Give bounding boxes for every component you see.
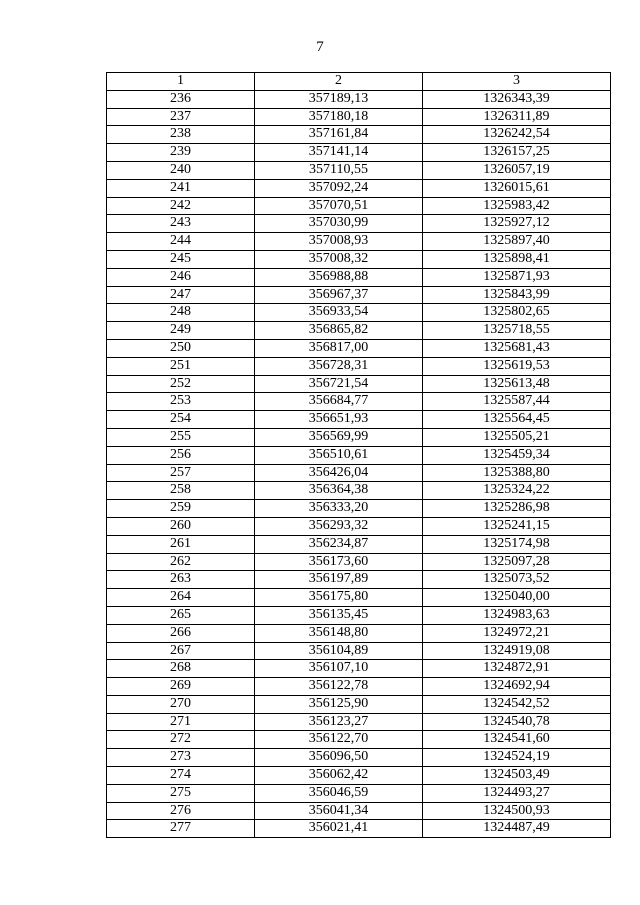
x-coordinate-cell: 356988,88 [255,268,423,286]
x-coordinate-cell: 356817,00 [255,339,423,357]
point-number-cell: 261 [107,535,255,553]
x-coordinate-cell: 356728,31 [255,357,423,375]
y-coordinate-cell: 1324540,78 [423,713,611,731]
y-coordinate-cell: 1324493,27 [423,784,611,802]
y-coordinate-cell: 1324972,21 [423,624,611,642]
x-coordinate-cell: 356293,32 [255,517,423,535]
table-row [107,286,611,304]
table-row [107,393,611,411]
y-coordinate-cell: 1325459,34 [423,446,611,464]
point-number-cell: 236 [107,90,255,108]
point-number-cell: 237 [107,108,255,126]
y-coordinate-cell: 1325388,80 [423,464,611,482]
point-number-cell: 247 [107,286,255,304]
table-row [107,553,611,571]
x-coordinate-cell: 356865,82 [255,322,423,340]
x-coordinate-cell: 356122,70 [255,731,423,749]
table-row [107,589,611,607]
table-row [107,517,611,535]
y-coordinate-cell: 1325073,52 [423,571,611,589]
x-coordinate-cell: 356021,41 [255,820,423,838]
table-row [107,482,611,500]
point-number-cell: 263 [107,571,255,589]
y-coordinate-cell: 1325286,98 [423,500,611,518]
point-number-cell: 266 [107,624,255,642]
y-coordinate-cell: 1326343,39 [423,90,611,108]
x-coordinate-cell: 356364,38 [255,482,423,500]
x-coordinate-cell: 356967,37 [255,286,423,304]
point-number-cell: 249 [107,322,255,340]
table-row [107,339,611,357]
x-coordinate-cell: 357161,84 [255,126,423,144]
coordinates-table [106,72,611,838]
point-number-cell: 265 [107,606,255,624]
y-coordinate-cell: 1326157,25 [423,144,611,162]
x-coordinate-cell: 356123,27 [255,713,423,731]
table-row [107,571,611,589]
table-row [107,197,611,215]
point-number-cell: 269 [107,678,255,696]
y-coordinate-cell: 1324487,49 [423,820,611,838]
point-number-cell: 242 [107,197,255,215]
x-coordinate-cell: 356107,10 [255,660,423,678]
x-coordinate-cell: 356125,90 [255,695,423,713]
table-header-row [107,73,611,91]
table-row [107,767,611,785]
table-row [107,144,611,162]
table-row [107,713,611,731]
table-body [107,90,611,837]
x-coordinate-cell: 357030,99 [255,215,423,233]
table-row [107,90,611,108]
x-coordinate-cell: 357189,13 [255,90,423,108]
x-coordinate-cell: 356148,80 [255,624,423,642]
y-coordinate-cell: 1324541,60 [423,731,611,749]
y-coordinate-cell: 1325505,21 [423,428,611,446]
x-coordinate-cell: 356234,87 [255,535,423,553]
x-coordinate-cell: 357008,32 [255,250,423,268]
y-coordinate-cell: 1324503,49 [423,767,611,785]
table-row [107,375,611,393]
table-row [107,642,611,660]
y-coordinate-cell: 1325898,41 [423,250,611,268]
x-coordinate-cell: 357180,18 [255,108,423,126]
x-coordinate-cell: 357070,51 [255,197,423,215]
y-coordinate-cell: 1324500,93 [423,802,611,820]
x-coordinate-cell: 356197,89 [255,571,423,589]
page-number: 7 [316,39,324,55]
table-row [107,268,611,286]
y-coordinate-cell: 1325843,99 [423,286,611,304]
x-coordinate-cell: 356122,78 [255,678,423,696]
point-number-cell: 268 [107,660,255,678]
point-number-cell: 273 [107,749,255,767]
point-number-cell: 258 [107,482,255,500]
x-coordinate-cell: 356041,34 [255,802,423,820]
y-coordinate-cell: 1326311,89 [423,108,611,126]
table-row [107,428,611,446]
point-number-cell: 256 [107,446,255,464]
x-coordinate-cell: 357008,93 [255,233,423,251]
table-row [107,322,611,340]
y-coordinate-cell: 1325097,28 [423,553,611,571]
table-row [107,233,611,251]
x-coordinate-cell: 356175,80 [255,589,423,607]
y-coordinate-cell: 1325871,93 [423,268,611,286]
table-row [107,820,611,838]
table-row [107,446,611,464]
y-coordinate-cell: 1326057,19 [423,161,611,179]
y-coordinate-cell: 1325324,22 [423,482,611,500]
x-coordinate-cell: 356062,42 [255,767,423,785]
y-coordinate-cell: 1326242,54 [423,126,611,144]
table-row [107,179,611,197]
point-number-cell: 244 [107,233,255,251]
y-coordinate-cell: 1325241,15 [423,517,611,535]
y-coordinate-cell: 1325927,12 [423,215,611,233]
y-coordinate-cell: 1325897,40 [423,233,611,251]
point-number-cell: 276 [107,802,255,820]
point-number-cell: 253 [107,393,255,411]
point-number-cell: 243 [107,215,255,233]
table-row [107,464,611,482]
x-coordinate-cell: 357092,24 [255,179,423,197]
point-number-cell: 246 [107,268,255,286]
y-coordinate-cell: 1325681,43 [423,339,611,357]
table-row [107,695,611,713]
table-row [107,126,611,144]
x-coordinate-cell: 356173,60 [255,553,423,571]
table-row [107,108,611,126]
y-coordinate-cell: 1326015,61 [423,179,611,197]
table-row [107,678,611,696]
point-number-cell: 270 [107,695,255,713]
x-coordinate-cell: 356046,59 [255,784,423,802]
y-coordinate-cell: 1325613,48 [423,375,611,393]
point-number-cell: 245 [107,250,255,268]
point-number-cell: 239 [107,144,255,162]
y-coordinate-cell: 1325619,53 [423,357,611,375]
y-coordinate-cell: 1324872,91 [423,660,611,678]
point-number-cell: 267 [107,642,255,660]
x-coordinate-cell: 356104,89 [255,642,423,660]
y-coordinate-cell: 1325040,00 [423,589,611,607]
point-number-cell: 241 [107,179,255,197]
y-coordinate-cell: 1324919,08 [423,642,611,660]
x-coordinate-cell: 356426,04 [255,464,423,482]
y-coordinate-cell: 1325174,98 [423,535,611,553]
point-number-cell: 250 [107,339,255,357]
y-coordinate-cell: 1324524,19 [423,749,611,767]
table-row [107,660,611,678]
y-coordinate-cell: 1325983,42 [423,197,611,215]
point-number-cell: 254 [107,411,255,429]
x-coordinate-cell: 356096,50 [255,749,423,767]
table-row [107,606,611,624]
table-row [107,411,611,429]
table-row [107,731,611,749]
point-number-cell: 238 [107,126,255,144]
x-coordinate-cell: 356933,54 [255,304,423,322]
x-coordinate-cell: 356333,20 [255,500,423,518]
x-coordinate-cell: 357110,55 [255,161,423,179]
y-coordinate-cell: 1325802,65 [423,304,611,322]
table-row [107,215,611,233]
point-number-cell: 255 [107,428,255,446]
x-coordinate-cell: 356510,61 [255,446,423,464]
point-number-cell: 251 [107,357,255,375]
table-row [107,802,611,820]
table-row [107,535,611,553]
column-header-3: 3 [423,73,611,91]
x-coordinate-cell: 356651,93 [255,411,423,429]
table-row [107,749,611,767]
table-row [107,784,611,802]
x-coordinate-cell: 357141,14 [255,144,423,162]
point-number-cell: 277 [107,820,255,838]
y-coordinate-cell: 1325587,44 [423,393,611,411]
table-row [107,304,611,322]
table-row [107,357,611,375]
point-number-cell: 272 [107,731,255,749]
column-header-2: 2 [255,73,423,91]
point-number-cell: 271 [107,713,255,731]
x-coordinate-cell: 356569,99 [255,428,423,446]
y-coordinate-cell: 1324542,52 [423,695,611,713]
x-coordinate-cell: 356135,45 [255,606,423,624]
y-coordinate-cell: 1325564,45 [423,411,611,429]
x-coordinate-cell: 356684,77 [255,393,423,411]
column-header-1: 1 [107,73,255,91]
table-row [107,161,611,179]
x-coordinate-cell: 356721,54 [255,375,423,393]
point-number-cell: 274 [107,767,255,785]
y-coordinate-cell: 1324983,63 [423,606,611,624]
point-number-cell: 248 [107,304,255,322]
point-number-cell: 252 [107,375,255,393]
y-coordinate-cell: 1324692,94 [423,678,611,696]
table-row [107,624,611,642]
point-number-cell: 275 [107,784,255,802]
y-coordinate-cell: 1325718,55 [423,322,611,340]
point-number-cell: 262 [107,553,255,571]
point-number-cell: 257 [107,464,255,482]
table-row [107,500,611,518]
point-number-cell: 264 [107,589,255,607]
point-number-cell: 240 [107,161,255,179]
point-number-cell: 259 [107,500,255,518]
point-number-cell: 260 [107,517,255,535]
table-row [107,250,611,268]
